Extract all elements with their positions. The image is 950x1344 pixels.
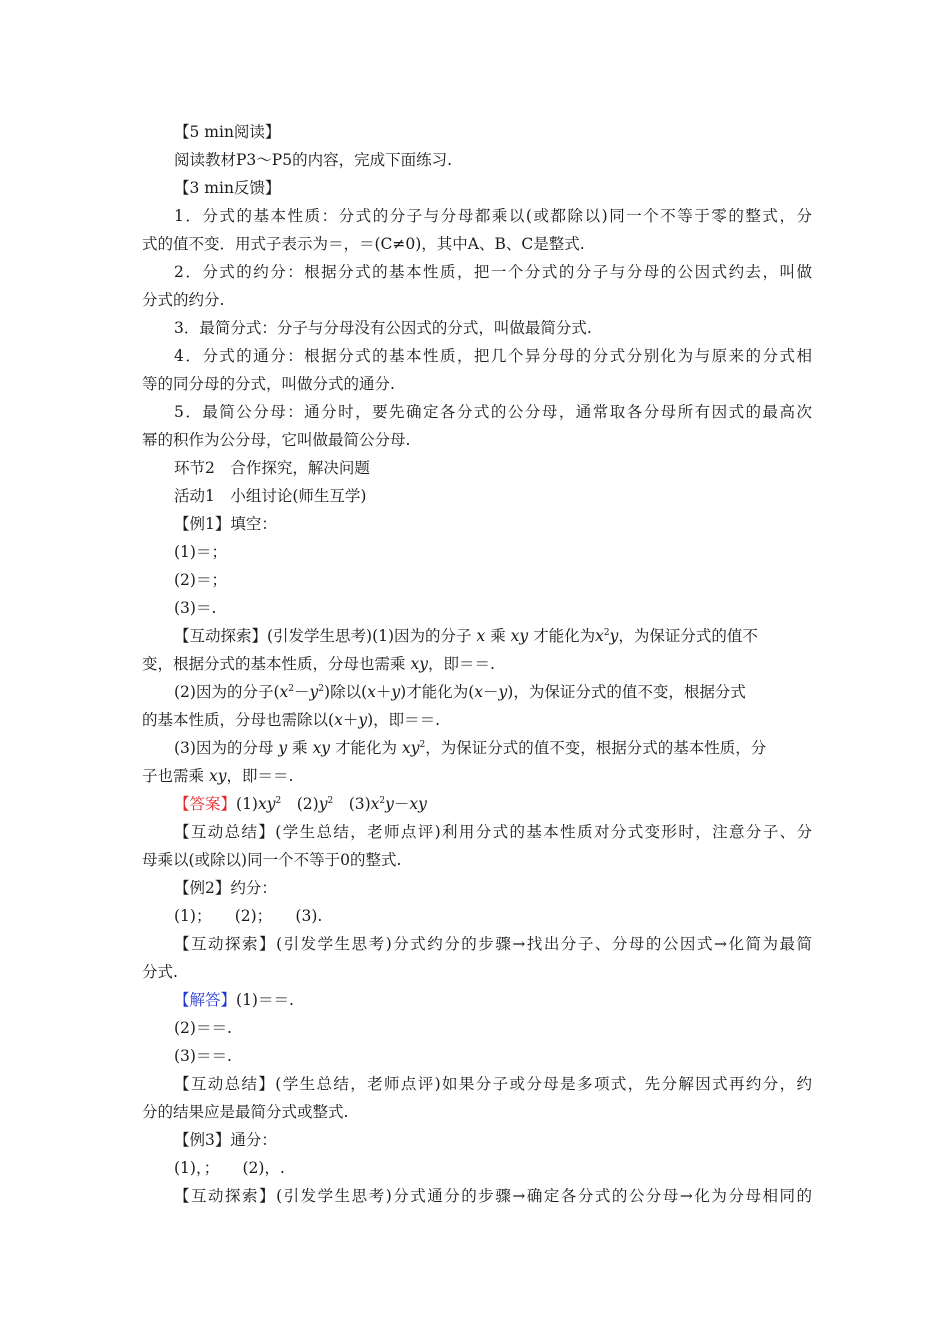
math-var: x [370,795,380,813]
exponent: 2 [603,628,610,638]
math-var: xy [312,739,331,757]
text-run: 乘 [490,627,506,645]
text-run: ，即＝＝. [427,655,495,673]
math-var: x [476,627,486,645]
text-run: (1) [236,795,258,813]
math-var: xy [510,627,529,645]
text-run: (3) [333,795,371,813]
math-var: x [367,683,376,701]
property-line-1: 1．分式的基本性质：分式的分子与分母都乘以(或都除以)同一个不等于零的整式，分 [174,207,812,225]
reduction-line-2: 分式的约分. [142,291,225,309]
exponent: 2 [379,796,386,806]
common-denominator-line-2: 等的同分母的分式，叫做分式的通分. [142,375,395,393]
example-1-question-3: (3)＝. [174,599,217,617]
property-line-2: 式的值不变．用式子表示为＝，＝(C≠0)，其中A、B、C是整式. [142,235,585,253]
example-2-solution-3: (3)＝＝. [174,1047,232,1065]
reading-header: 【5 min阅读】 [174,123,281,141]
stage-2-heading: 环节2 合作探究，解决问题 [174,459,370,477]
example-2-summary-line-1: 【互动总结】(学生总结，老师点评)如果分子或分母是多项式，先分解因式再约分，约 [174,1075,812,1093]
math-var: xy [208,767,227,785]
example-1-header: 【例1】填空： [174,515,277,533]
lcd-line-1: 5．最简公分母：通分时，要先确定各分式的公分母，通常取各分母所有因式的最高次 [174,403,812,421]
math-var: y [391,683,401,701]
example-2-summary-line-2: 分的结果应是最简分式或整式. [142,1103,349,1121]
exponent: 2 [327,796,334,806]
example-1-explore-line-6 [142,766,812,786]
lcd-line-2: 幂的积作为公分母，它叫做最简公分母. [142,431,411,449]
example-2-explore-line-2: 分式. [142,963,178,981]
reading-text: 阅读教材P3～P5的内容，完成下面练习. [174,151,453,169]
text-run: 变，根据分式的基本性质，分母也需乘 [142,655,406,673]
text-run: ＋ [375,683,392,701]
math-var: x [279,683,289,701]
math-var: y [278,739,288,757]
example-1-question-2: (2)＝； [174,571,227,589]
example-3-questions: (1)，； (2)，. [174,1159,285,1177]
text-run: )才能化为( [400,683,475,701]
example-1-explore-line-3 [174,682,812,702]
text-run: ＋ [342,711,359,729]
math-var: xy [410,655,428,673]
math-var: x [474,683,484,701]
text-run: )，为保证分式的值不变，根据分式 [507,683,746,701]
math-var: y [318,795,328,813]
common-denominator-line-1: 4．分式的通分：根据分式的基本性质，把几个异分母的分式分别化为与原来的分式相 [174,347,812,365]
example-2-solution-2: (2)＝＝. [174,1019,232,1037]
exponent: 2 [318,684,325,694]
text-run: － [294,683,310,701]
math-var: y [309,683,319,701]
activity-1-heading: 活动1 小组讨论(师生互学) [174,487,367,505]
math-var: xy [401,739,420,757]
exponent: 2 [419,740,426,750]
text-run: (2) [281,795,319,813]
math-var: x [334,711,343,729]
example-1-explore-line-2 [142,654,812,674]
text-run: (1)＝＝. [236,991,294,1009]
example-1-summary-line-1: 【互动总结】(学生总结，老师点评)利用分式的基本性质对分式变形时，注意分子、分 [174,823,812,841]
answer-tag: 【答案】 [174,795,237,813]
math-var: y [385,795,394,813]
example-1-question-1: (1)＝； [174,543,227,561]
text-run: 乘 [292,739,308,757]
simplest-fraction-line: 3．最简分式：分子与分母没有公因式的分式，叫做最简分式. [174,319,592,337]
example-2-explore-line-1: 【互动探索】(引发学生思考)分式约分的步骤→找出分子、分母的公因式→化简为最简 [174,935,812,953]
example-1-answer [174,794,812,814]
text-run: )，即＝＝. [367,711,441,729]
solution-tag: 【解答】 [174,991,237,1009]
text-run: 的基本性质，分母也需除以( [142,711,335,729]
exponent: 2 [288,684,294,694]
math-var: xy [409,795,427,813]
text-run: 才能化为 [335,739,398,757]
text-run: ，为保证分式的值不 [618,627,758,645]
example-2-header: 【例2】约分： [174,879,277,897]
math-var: y [609,627,619,645]
math-var: y [358,711,368,729]
example-3-explore-line-1: 【互动探索】(引发学生思考)分式通分的步骤→确定各分式的公分母→化为分母相同的 [174,1187,812,1205]
example-2-solution-1 [174,990,812,1010]
text-run: 才能化为 [533,627,596,645]
example-1-explore-line-1 [174,626,812,646]
text-run: 子也需乘 [142,767,205,785]
text-run: (3)因为的分母 [174,739,274,757]
text-run: (2)因为的分子( [174,683,280,701]
example-2-questions: (1)； (2)； (3). [174,907,323,925]
text-run: )除以( [324,683,368,701]
math-var: xy [257,795,276,813]
example-1-explore-line-4 [142,710,812,730]
text-run: － [393,795,410,813]
text-run: 【互动探索】(引发学生思考)(1)因为的分子 [174,627,472,645]
math-var: x [595,627,604,645]
text-run: ，为保证分式的值不变，根据分式的基本性质，分 [425,739,767,757]
math-var: y [498,683,508,701]
text-run: － [483,683,499,701]
exponent: 2 [275,796,282,806]
reduction-line-1: 2．分式的约分：根据分式的基本性质，把一个分式的分子与分母的公因式约去，叫做 [174,263,812,281]
example-3-header: 【例3】通分： [174,1131,277,1149]
text-run: ，即＝＝. [226,767,294,785]
feedback-header: 【3 min反馈】 [174,179,281,197]
example-1-summary-line-2: 母乘以(或除以)同一个不等于0的整式. [142,851,402,869]
example-1-explore-line-5 [174,738,812,758]
